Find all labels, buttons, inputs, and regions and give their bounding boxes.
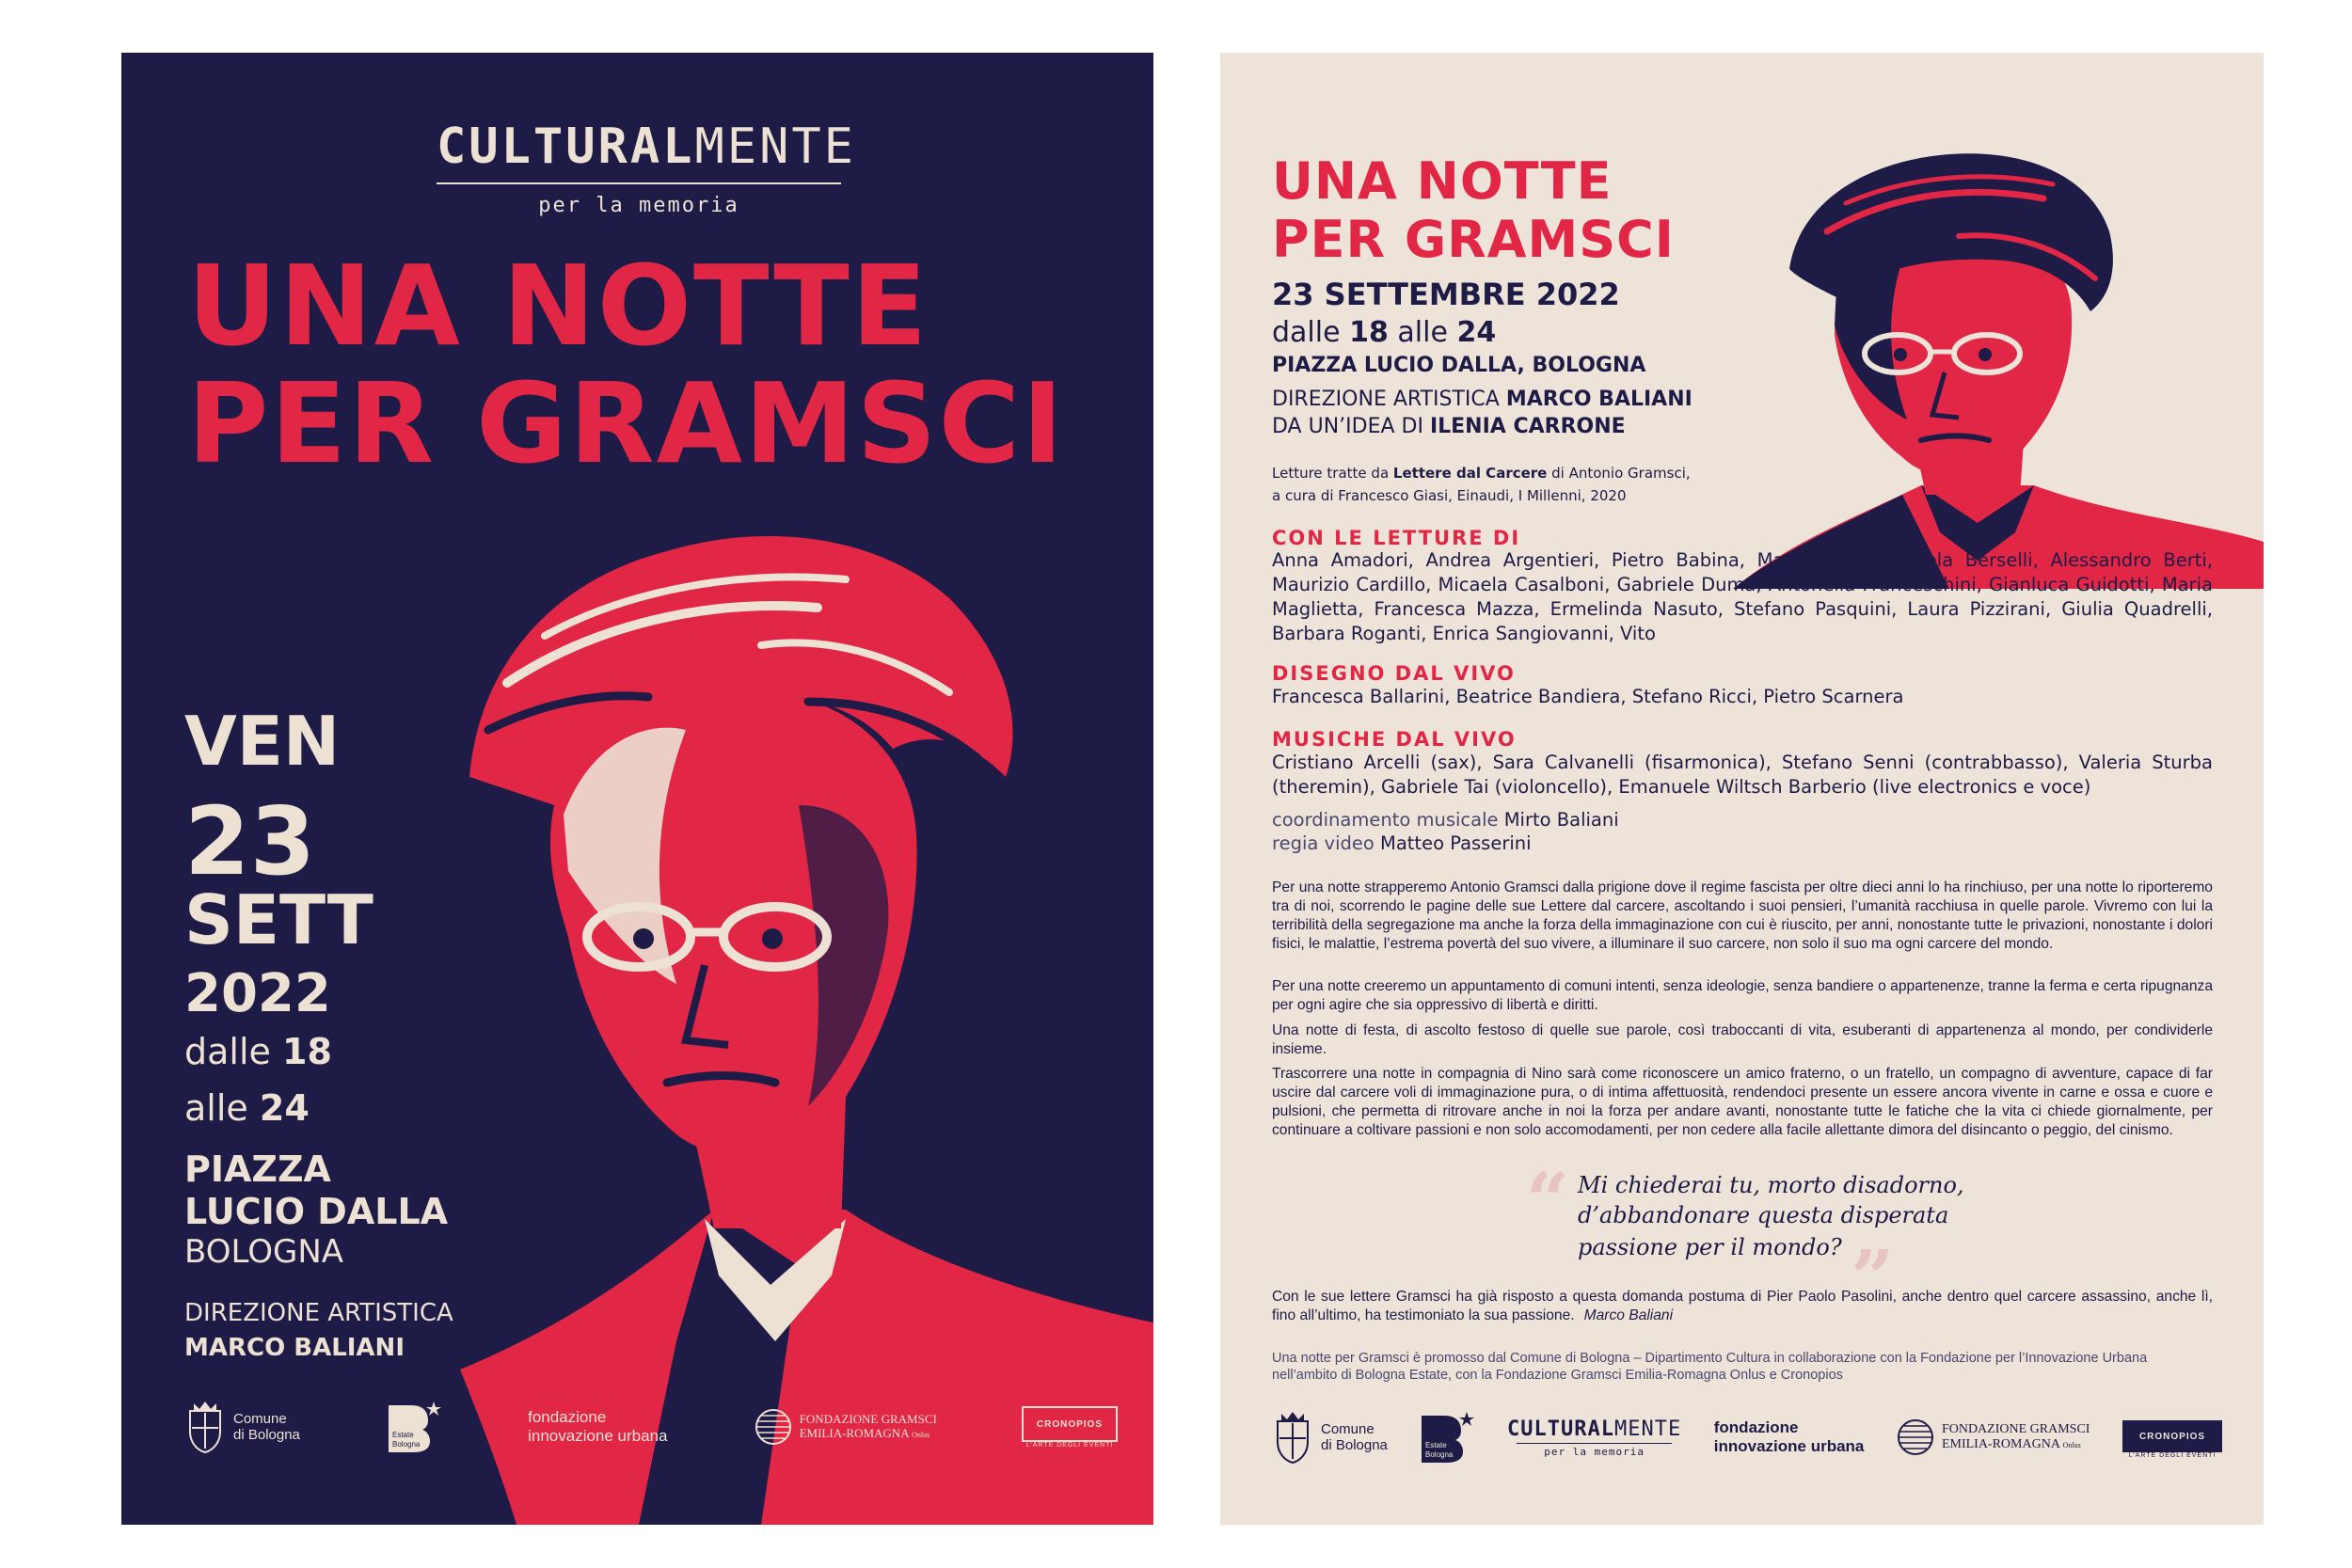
gramsci-line1: FONDAZIONE GRAMSCI xyxy=(1941,1421,2090,1436)
from-hour: 18 xyxy=(1349,316,1389,349)
idea-name: ILENIA CARRONE xyxy=(1429,415,1626,438)
coordination-label: coordinamento musicale xyxy=(1272,809,1499,831)
quote-line-1: Mi chiederai tu, morto disadorno, xyxy=(1578,1172,1964,1198)
from-label: dalle xyxy=(1272,316,1341,349)
fiu-line1: fondazione xyxy=(528,1408,607,1427)
comune-line2: di Bologna xyxy=(233,1427,300,1443)
weekday: VEN xyxy=(184,702,341,781)
eye-left xyxy=(1894,348,1907,361)
day-number: 23 xyxy=(184,786,316,896)
logo-bologna-estate xyxy=(387,1400,441,1454)
bologna-crest-icon xyxy=(184,1400,226,1454)
gramsci-portrait-illustration xyxy=(404,495,1153,1525)
gramsci-line2: EMILIA-ROMAGNA xyxy=(799,1426,909,1440)
cronopios-name: CRONOPIOS xyxy=(1022,1406,1118,1442)
b-mark-line2: Estate xyxy=(1425,1441,1448,1449)
logo-bologna-estate xyxy=(1420,1410,1474,1465)
readers-list: Anna Amadori, Andrea Argentieri, Pietro Babina, Marco Baliani, Paola Berselli, Alessandro Berti, Maurizio Cardillo, Micaela Casalboni, Gabriele Duma, Antonella Franceschini, Gianluca Guidotti, Maria Maglietta, Francesca Mazza, Ermelinda Nasuto, Stefano Pasquini, Laura Pizzirani, Giulia Quadrelli, Barbara Roganti, Enrica Sangiovanni, Vito xyxy=(1272,549,2213,644)
gramsci-suffix: Onlus xyxy=(912,1431,930,1439)
city: BOLOGNA xyxy=(184,1233,344,1271)
cronopios-name: CRONOPIOS xyxy=(2122,1420,2222,1452)
logo-culturalmente xyxy=(1507,1418,1681,1458)
b-star-icon xyxy=(1420,1410,1474,1465)
live-drawing-list: Francesca Ballarini, Beatrice Bandiera, Stefano Ricci, Pietro Scarnera xyxy=(1272,686,1904,707)
place-line-1: PIAZZA xyxy=(184,1148,331,1190)
event-place: PIAZZA LUCIO DALLA, BOLOGNA xyxy=(1272,354,1646,377)
idea-credit xyxy=(1272,415,1626,438)
event-hours xyxy=(1272,316,1496,349)
to-hour: 24 xyxy=(259,1087,310,1129)
cronopios-tagline: L’ARTE DEGLI EVENTI xyxy=(2128,1452,2217,1459)
to-label: alle xyxy=(1397,316,1448,349)
body-paragraph: Una notte di festa, di ascolto festoso di quelle sue parole, così traboccanti di vita, esuberanti di appartenenza al mondo, per condividerle insieme. xyxy=(1272,1022,2213,1057)
brand-bold: CULTURAL xyxy=(1507,1417,1614,1441)
gramsci-portrait-small-illustration xyxy=(1733,147,2264,589)
live-drawing-heading: DISEGNO DAL VIVO xyxy=(1272,662,1516,685)
start-time xyxy=(184,1031,332,1072)
comune-line2: di Bologna xyxy=(1321,1437,1388,1453)
fiu-line2: innovazione urbana xyxy=(528,1427,668,1445)
brand-subtitle: per la memoria xyxy=(538,194,739,217)
title-line-1: UNA NOTTE xyxy=(187,241,930,371)
end-time xyxy=(184,1087,310,1129)
title-line-2: PER GRAMSCI xyxy=(187,358,1065,488)
video-direction xyxy=(1272,832,1532,854)
quote-close-mark: ” xyxy=(1851,1233,1895,1322)
eye-left xyxy=(633,928,654,949)
brand-light: MENTE xyxy=(1613,1417,1682,1441)
sponsor-logos xyxy=(184,1400,1116,1454)
closing-signature: Marco Baliani xyxy=(1583,1307,1674,1323)
body-paragraph: Trascorrere una notte in compagnia di Nino sarà come riconoscere un amico fraterno, o un fratello, un compagno di avventure, capace di far uscire dal carcere voli di immaginazione pura, o di intima affettuosità, rendendoci presente un essere ancora vivente in carne e ossa e cuore e pulsioni, che permetta di ritrovare anche in noi la forza per andare avanti, nonostante tutte le fatiche che la vita ci chiede giornalmente, per continuare a coltivare passioni e non solo accomodamenti, per non cedere alla facile allettante dimora del disincanto o peggio, del cinismo. xyxy=(1272,1066,2213,1138)
readings-source xyxy=(1272,465,1691,482)
artistic-direction xyxy=(1272,388,1692,411)
to-hour: 24 xyxy=(1456,316,1497,349)
year: 2022 xyxy=(184,963,331,1024)
direction-label: DIREZIONE ARTISTICA xyxy=(184,1299,453,1327)
logo-fondazione-innovazione-urbana xyxy=(528,1408,667,1445)
logo-fondazione-gramsci xyxy=(755,1408,937,1446)
readers-heading: CON LE LETTURE DI xyxy=(1272,527,1521,549)
logo-cronopios xyxy=(1024,1405,1116,1449)
source-book: Lettere dal Carcere xyxy=(1392,465,1548,482)
eye-right xyxy=(1979,348,1992,361)
promotion-note: Una notte per Gramsci è promosso dal Comune di Bologna – Dipartimento Cultura in collaborazione con la Fondazione per l’Innovazione Urbana nell’ambito di Bologna Estate, con la Fondazione Gramsci Emilia-Romagna Onlus e Cronopios xyxy=(1272,1351,2148,1383)
logo-fondazione-innovazione-urbana xyxy=(1714,1418,1865,1455)
from-hour: 18 xyxy=(282,1031,332,1072)
video-label: regia video xyxy=(1272,832,1375,854)
source-suffix: di Antonio Gramsci, xyxy=(1551,465,1691,482)
quote-line-3: passione per il mondo? xyxy=(1578,1234,1842,1260)
cronopios-tagline: L’ARTE DEGLI EVENTI xyxy=(1025,1442,1114,1449)
poster-right xyxy=(1220,53,2264,1525)
event-date: 23 SETTEMBRE 2022 xyxy=(1272,277,1620,312)
eye-right xyxy=(762,928,783,949)
title-line-1: UNA NOTTE xyxy=(1272,151,1613,211)
brand-bold: CULTURAL xyxy=(437,119,695,175)
logo-comune-bologna xyxy=(184,1400,300,1454)
b-star-icon xyxy=(387,1400,441,1454)
place-line-2: LUCIO DALLA xyxy=(184,1191,449,1232)
globe-icon xyxy=(755,1408,792,1446)
source-prefix: Letture tratte da xyxy=(1272,465,1390,482)
coordination-name: Mirto Baliani xyxy=(1503,809,1619,831)
closing-paragraph xyxy=(1272,1288,2213,1325)
gramsci-line2: EMILIA-ROMAGNA xyxy=(1941,1437,2060,1451)
comune-line1: Comune xyxy=(233,1410,287,1427)
direction-name: MARCO BALIANI xyxy=(184,1334,405,1362)
to-label: alle xyxy=(184,1087,248,1129)
fiu-line2: innovazione urbana xyxy=(1713,1437,1865,1455)
live-music-list: Cristiano Arcelli (sax), Sara Calvanelli (fisarmonica), Stefano Senni (contrabbasso), Valeria Sturba (theremin), Gabriele Tai (violoncello), Emanuele Wiltsch Barberio (live electronics e voce) xyxy=(1272,752,2213,798)
logo-cronopios xyxy=(2122,1416,2222,1459)
readings-edition: a cura di Francesco Giasi, Einaudi, I Millenni, 2020 xyxy=(1272,487,1627,504)
gramsci-line1: FONDAZIONE GRAMSCI xyxy=(799,1412,937,1427)
brand-light: MENTE xyxy=(694,119,856,175)
brand-divider xyxy=(1517,1443,1672,1444)
b-mark-line1: Bologna xyxy=(1425,1450,1454,1459)
month: SETT xyxy=(184,880,373,959)
body-paragraph: Per una notte strapperemo Antonio Gramsci dalla prigione dove il regime fascista per oltre dieci anni lo ha rinchiuso, per una notte lo riporteremo tra di noi, scorrendo le pagine delle sue Lettere dal carcere, ascoltando i suoi pensieri, l’umanità racchiusa in quelle parole. Vivremo con lui la terribilità della segregazione ma anche la forza della immaginazione con cui è riuscito, per anni, nonostante tutte le privazioni, nonostante i dolori fisici, le malattie, l’estrema povertà del suo vivere, a illuminare il suo carcere, non solo il suo ma ogni carcere del mondo. xyxy=(1272,879,2213,952)
live-music-heading: MUSICHE DAL VIVO xyxy=(1272,728,1517,751)
from-label: dalle xyxy=(184,1031,271,1072)
logo-fondazione-gramsci xyxy=(1897,1418,2090,1456)
direction-name: MARCO BALIANI xyxy=(1505,388,1692,411)
brand-divider xyxy=(437,182,841,184)
quote-open-mark: “ xyxy=(1526,1156,1570,1244)
music-coordination xyxy=(1272,809,1619,831)
b-mark-line2: Estate xyxy=(392,1431,414,1439)
b-mark-line1: Bologna xyxy=(392,1440,421,1449)
poster-left xyxy=(121,53,1153,1525)
idea-label: DA UN’IDEA DI xyxy=(1272,415,1423,438)
logo-comune-bologna xyxy=(1272,1410,1388,1465)
quote-line-2: d’abbandonare questa disperata xyxy=(1578,1202,1949,1228)
comune-line1: Comune xyxy=(1321,1420,1375,1437)
closing-text: Con le sue lettere Gramsci ha già risposto a questa domanda postuma di Pier Paolo Pasolini, anche dentro quel carcere assassino, anche lì, fino all’ultimo, ha testimoniato la sua passione. xyxy=(1272,1289,2213,1323)
title-line-2: PER GRAMSCI xyxy=(1272,210,1675,269)
direction-label: DIREZIONE ARTISTICA xyxy=(1272,388,1500,411)
video-name: Matteo Passerini xyxy=(1380,832,1532,854)
brand-subtitle: per la memoria xyxy=(1544,1445,1645,1458)
culturalmente-logo xyxy=(437,119,856,175)
fiu-line1: fondazione xyxy=(1713,1418,1799,1437)
bologna-crest-icon xyxy=(1272,1410,1313,1465)
globe-icon xyxy=(1897,1418,1934,1456)
sponsor-logos xyxy=(1272,1410,2222,1465)
gramsci-suffix: Onlus xyxy=(2062,1441,2081,1449)
body-paragraph: Per una notte creeremo un appuntamento di comuni intenti, senza ideologie, senza bandiere o appartenenze, tranne la ferma e certa ripugnanza per ogni agire che sia oppressivo di libertà e diritti. xyxy=(1272,978,2213,1013)
